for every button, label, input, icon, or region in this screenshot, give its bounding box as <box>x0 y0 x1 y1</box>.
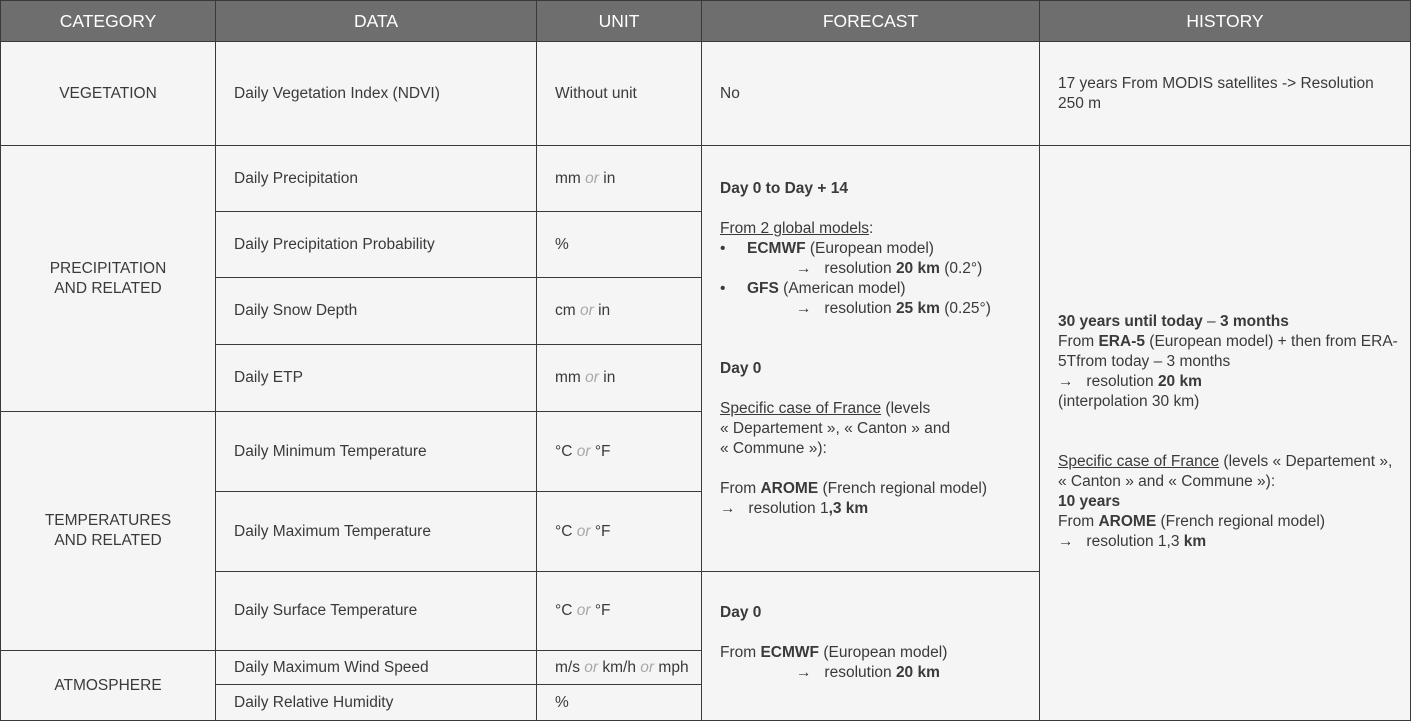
history-ten-years: 10 years <box>1058 493 1121 510</box>
forecast-models-intro: From 2 global models: <box>720 220 874 237</box>
data-precipitation-probability <box>215 211 537 278</box>
data-label: Daily Maximum Wind Speed <box>234 658 429 676</box>
data-label: Daily Relative Humidity <box>234 693 394 711</box>
data-label: Daily Vegetation Index (NDVI) <box>234 84 440 102</box>
data-max-wind-speed <box>215 650 537 685</box>
arrow-icon: → <box>1058 533 1074 550</box>
history-years: 30 years until today – 3 months <box>1058 313 1289 330</box>
data-etp <box>215 344 537 412</box>
data-min-temperature <box>215 411 537 492</box>
header-history: HISTORY <box>1039 0 1411 42</box>
unit-ndvi <box>536 41 702 146</box>
data-snow-depth <box>215 277 537 345</box>
category-atmosphere <box>0 650 216 721</box>
unit-label: °C or °F <box>555 522 611 540</box>
data-precipitation <box>215 145 537 212</box>
forecast-surface-ecmwf: From ECMWF (European model) <box>720 644 948 661</box>
category-line1: PRECIPITATION <box>49 259 167 277</box>
data-max-temperature <box>215 491 537 572</box>
forecast-france-case: Specific case of France (levels <box>720 400 931 417</box>
data-label: Daily Surface Temperature <box>234 602 418 619</box>
forecast-surface-resolution: → resolution 20 km <box>796 664 940 681</box>
history-resolution: → resolution 20 km <box>1058 373 1202 390</box>
forecast-gfs-resolution: → resolution 25 km (0.25°) <box>796 300 991 317</box>
forecast-france-commune: « Commune »): <box>720 440 827 457</box>
unit-precipitation <box>536 145 702 212</box>
forecast-arome: From AROME (French regional model) <box>720 480 988 497</box>
history-arome-resolution: → resolution 1,3 km <box>1058 533 1207 550</box>
category-line2: AND RELATED <box>54 532 162 549</box>
data-label: Daily ETP <box>234 369 303 386</box>
forecast-day-range: Day 0 to Day + 14 <box>720 180 848 197</box>
forecast-ecmwf-item: • ECMWF (European model) <box>720 240 934 257</box>
forecast-ndvi <box>701 41 1040 146</box>
bullet-icon: • <box>720 280 726 297</box>
unit-label: m/s or km/h or mph <box>555 658 689 676</box>
forecast-france-levels: « Departement », « Canton » and <box>720 420 951 437</box>
history-main-block <box>1039 145 1411 721</box>
data-surface-temperature <box>215 571 537 651</box>
forecast-ecmwf-resolution: → resolution 20 km (0.2°) <box>796 260 983 277</box>
unit-label: % <box>555 235 569 253</box>
category-temperatures <box>0 411 216 651</box>
data-label: Daily Precipitation Probability <box>234 235 435 253</box>
arrow-icon: → <box>1058 373 1074 390</box>
unit-surface-temperature <box>536 571 702 651</box>
data-relative-humidity <box>215 684 537 721</box>
unit-label: mm or in <box>555 169 616 187</box>
unit-max-wind-speed <box>536 650 702 685</box>
history-era5t: 5Tfrom today – 3 months <box>1058 353 1231 370</box>
history-era5: From ERA-5 (European model) + then from ERA- <box>1058 333 1398 350</box>
unit-label: cm or in <box>555 302 611 319</box>
data-label: Daily Precipitation <box>234 169 359 187</box>
history-france-case: Specific case of France (levels « Departement », <box>1058 453 1393 470</box>
forecast-gfs-item: • GFS (American model) <box>720 280 906 297</box>
arrow-icon: → <box>796 300 812 317</box>
history-arome: From AROME (French regional model) <box>1058 513 1326 530</box>
category-line2: AND RELATED <box>54 279 162 297</box>
data-ndvi <box>215 41 537 146</box>
unit-min-temperature <box>536 411 702 492</box>
unit-snow-depth <box>536 277 702 345</box>
forecast-surface-block <box>701 571 1040 721</box>
forecast-label: No <box>720 84 740 102</box>
history-interpolation: (interpolation 30 km) <box>1058 393 1200 410</box>
header-category: CATEGORY <box>0 0 216 42</box>
arrow-icon: → <box>796 260 812 277</box>
unit-label: mm or in <box>555 369 616 386</box>
history-france-levels: « Canton » and « Commune »): <box>1058 473 1276 490</box>
category-label: VEGETATION <box>59 84 157 102</box>
data-label: Daily Snow Depth <box>234 302 358 319</box>
category-precipitation <box>0 145 216 412</box>
category-line1: TEMPERATURES <box>44 512 172 529</box>
data-label: Daily Maximum Temperature <box>234 522 431 540</box>
history-label: 17 years From MODIS satellites -> Resolution 250 m <box>1058 74 1374 112</box>
data-label: Daily Minimum Temperature <box>234 442 427 460</box>
unit-label: % <box>555 693 569 711</box>
forecast-day0: Day 0 <box>720 360 762 377</box>
unit-etp <box>536 344 702 412</box>
unit-label: °C or °F <box>555 602 611 619</box>
unit-max-temperature <box>536 491 702 572</box>
header-data: DATA <box>215 0 537 42</box>
unit-precipitation-probability <box>536 211 702 278</box>
bullet-icon: • <box>720 240 726 257</box>
category-label: ATMOSPHERE <box>54 676 162 694</box>
category-vegetation <box>0 41 216 146</box>
arrow-icon: → <box>720 500 736 517</box>
forecast-main-block <box>701 145 1040 572</box>
forecast-surface-day0: Day 0 <box>720 604 762 621</box>
header-unit: UNIT <box>536 0 702 42</box>
arrow-icon: → <box>796 664 812 681</box>
unit-label: °C or °F <box>555 442 611 460</box>
unit-label: Without unit <box>555 84 637 102</box>
forecast-arome-resolution: → resolution 1,3 km <box>720 500 869 517</box>
unit-relative-humidity <box>536 684 702 721</box>
header-forecast: FORECAST <box>701 0 1040 42</box>
history-ndvi <box>1039 41 1411 146</box>
